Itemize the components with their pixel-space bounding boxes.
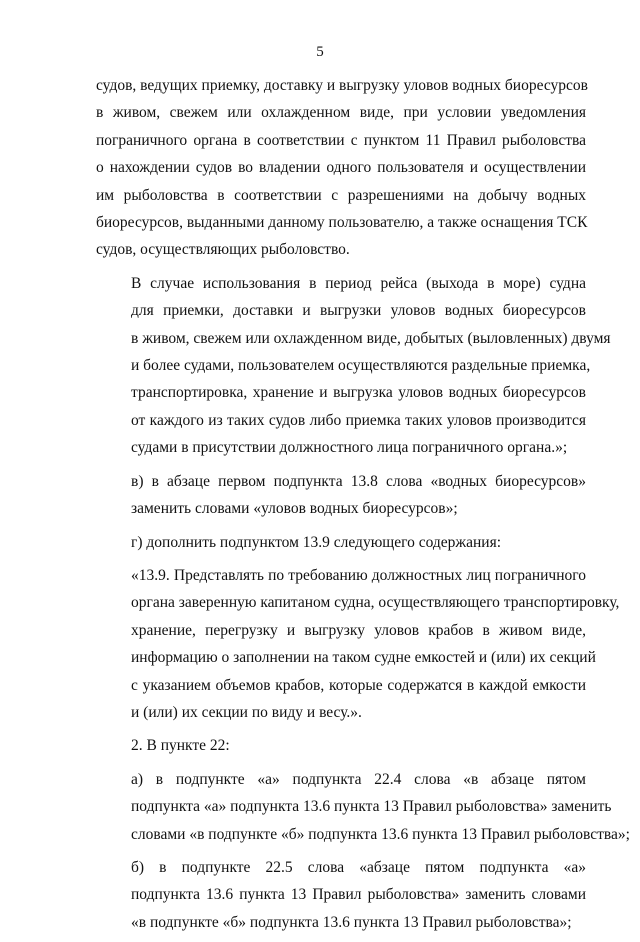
text-line: в) в абзаце первом подпункта 13.8 слова «водных биоресурсов» <box>131 472 586 490</box>
paragraph <box>96 732 586 759</box>
paragraph <box>96 766 630 848</box>
text-line: биоресурсов, выданными данному пользователю, а также оснащения ТСК <box>96 214 588 232</box>
text-line: заменить словами «уловов водных биоресурсов»; <box>131 500 458 518</box>
text-line: от каждого из таких судов либо приемка таких уловов производится <box>131 411 586 429</box>
text-line: с указанием объемов крабов, которые содержатся в каждой емкости <box>131 676 586 694</box>
text-line: 2. В пункте 22: <box>131 737 230 755</box>
text-line: словами «в подпункте «б» подпункта 13.6 пункта 13 Правил рыболовства»; <box>131 825 630 843</box>
text-line: в живом, свежем или охлажденном виде, добытых (выловленных) двумя <box>131 329 611 347</box>
text-line: судами в присутствии должностного лица пограничного органа.»; <box>131 439 568 457</box>
text-line: «в подпункте «б» подпункта 13.6 пункта 13 Правил рыболовства»; <box>131 913 572 931</box>
text-line: им рыболовства в соответствии с разрешениями на добычу водных <box>96 186 586 204</box>
paragraph <box>96 562 620 726</box>
text-line: «13.9. Представлять по требованию должностных лиц пограничного <box>131 566 586 584</box>
text-line: о нахождении судов во владении одного пользователя и осуществлении <box>96 159 586 177</box>
text-line: судов, осуществляющих рыболовство. <box>96 241 350 259</box>
paragraph <box>96 270 611 462</box>
text-line: б) в подпункте 22.5 слова «абзаце пятом подпункта «а» <box>131 858 586 876</box>
paragraph <box>96 529 586 556</box>
text-line: подпункта «а» подпункта 13.6 пункта 13 Правил рыболовства» заменить <box>131 798 612 816</box>
text-line: а) в подпункте «а» подпункта 22.4 слова «в абзаце пятом <box>131 770 586 788</box>
text-line: для приемки, доставки и выгрузки уловов водных биоресурсов <box>131 302 586 320</box>
text-line: органа заверенную капитаном судна, осуществляющего транспортировку, <box>131 594 620 612</box>
text-line: хранение, перегрузку и выгрузку уловов крабов в живом виде, <box>131 621 586 639</box>
page-number: 5 <box>316 44 324 60</box>
text-line: и более судами, пользователем осуществляются раздельные приемка, <box>131 357 591 375</box>
text-line: информацию о заполнении на таком судне емкостей и (или) их секций <box>131 649 596 667</box>
text-line: транспортировка, хранение и выгрузка уловов водных биоресурсов <box>131 384 586 402</box>
text-line: В случае использования в период рейса (выхода в море) судна <box>131 274 586 292</box>
text-line: г) дополнить подпунктом 13.9 следующего содержания: <box>131 533 502 551</box>
text-line: в живом, свежем или охлажденном виде, при условии уведомления <box>96 104 586 122</box>
document-body <box>96 72 630 942</box>
text-line: пограничного органа в соответствии с пунктом 11 Правил рыболовства <box>96 131 586 149</box>
text-line: и (или) их секции по виду и весу.». <box>131 703 362 721</box>
paragraph <box>96 854 586 936</box>
text-line: судов, ведущих приемку, доставку и выгрузку уловов водных биоресурсов <box>96 77 588 94</box>
text-line: подпункта 13.6 пункта 13 Правил рыболовства» заменить словами <box>131 886 586 904</box>
paragraph <box>96 72 586 264</box>
paragraph <box>96 468 586 523</box>
